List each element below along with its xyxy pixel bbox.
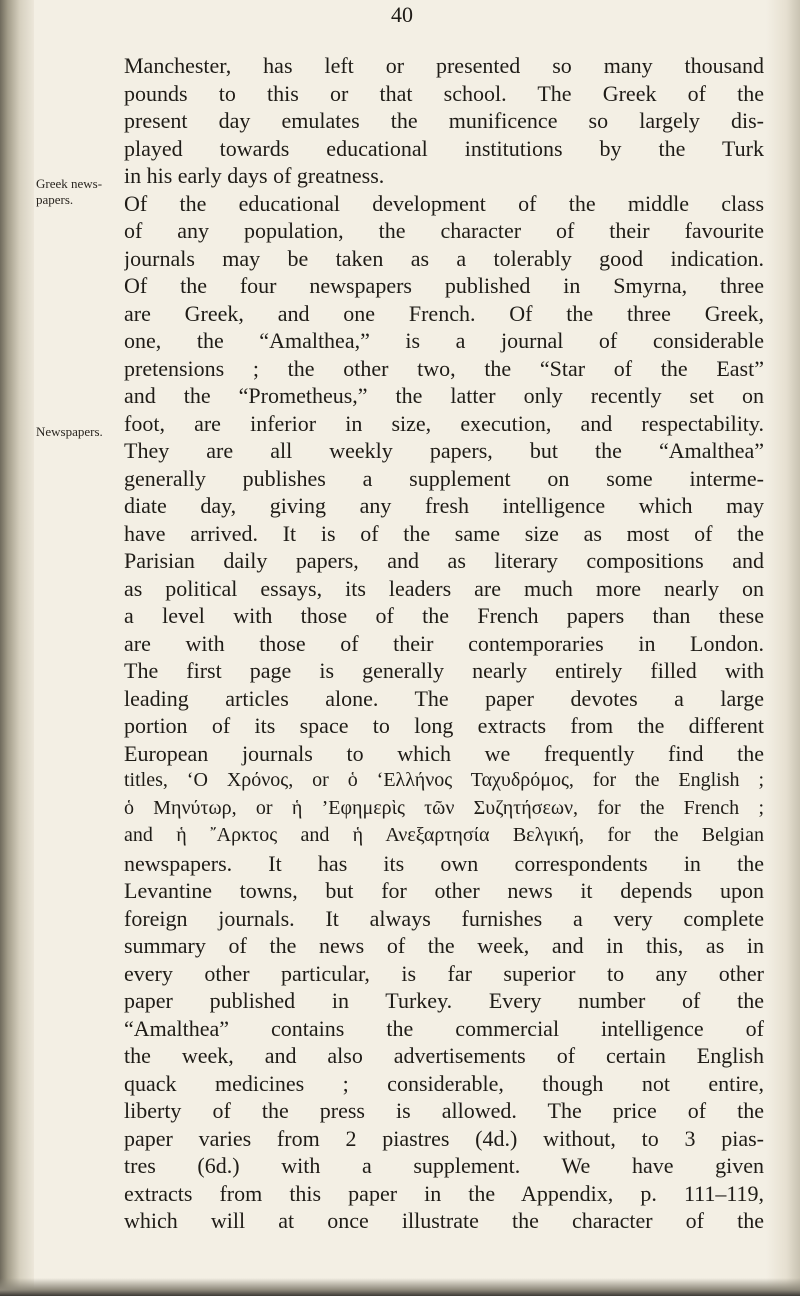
text-line: foreign journals. It always furnishes a very complete: [124, 905, 764, 931]
text-line: extracts from this paper in the Appendix, p. 111–119,: [124, 1180, 764, 1206]
text-line: newspapers. It has its own correspondents in the: [124, 850, 764, 876]
text-line: diate day, giving any fresh intelligence which may: [124, 493, 764, 518]
text-line: tres (6d.) with a supplement. We have given: [124, 1153, 764, 1178]
text-line: as political essays, its leaders are much more nearly on: [124, 575, 764, 601]
text-line: one, the “Amalthea,” is a journal of considerable: [124, 328, 764, 353]
text-line: played towards educational institutions by the Turk: [124, 135, 764, 161]
page-number: 40: [391, 2, 413, 27]
text-line: are with those of their contemporaries in London.: [124, 630, 764, 656]
text-line: summary of the news of the week, and in this, as in: [124, 933, 764, 958]
text-line: present day emulates the munificence so largely dis-: [124, 108, 764, 133]
text-line: portion of its space to long extracts from the different: [124, 713, 764, 738]
text-line: “Amalthea” contains the commercial intelligence of: [124, 1015, 764, 1041]
text-line: Of the four newspapers published in Smyrna, three: [124, 273, 764, 298]
text-line: paper published in Turkey. Every number of the: [124, 988, 764, 1013]
text-line: Manchester, has left or presented so many thousand: [124, 53, 764, 78]
text-line: pounds to this or that school. The Greek of the: [124, 80, 764, 106]
text-line: Of the educational development of the middle class: [124, 190, 764, 216]
text-line: foot, are inferior in size, execution, and respectability.: [124, 410, 764, 436]
page-right-edge: [766, 0, 800, 1296]
text-line: Levantine towns, but for other news it depends upon: [124, 878, 764, 903]
text-line: the week, and also advertisements of certain English: [124, 1043, 764, 1068]
text-line: generally publishes a supplement on some interme-: [124, 465, 764, 491]
margin-note-newspapers: Newspapers.: [36, 424, 103, 439]
text-line: quack medicines ; considerable, though not entire,: [124, 1070, 764, 1096]
text-line: are Greek, and one French. Of the three Greek,: [124, 300, 764, 326]
text-line-greek-titles: ὁ Μηνύτωρ, or ἡ ’Εφημερὶς τῶν Συζητήσεων, for the French ;: [124, 796, 764, 819]
text-line: Parisian daily papers, and as literary compositions and: [124, 548, 764, 573]
text-line: a level with those of the French papers than these: [124, 603, 764, 628]
text-line: The first page is generally nearly entirely filled with: [124, 658, 764, 683]
text-line: of any population, the character of their favourite: [124, 218, 764, 243]
text-line: journals may be taken as a tolerably good indication.: [124, 245, 764, 271]
text-line: paper varies from 2 piastres (4d.) without, to 3 pias-: [124, 1125, 764, 1151]
text-line: pretensions ; the other two, the “Star of the East”: [124, 355, 764, 381]
text-line: leading articles alone. The paper devotes a large: [124, 685, 764, 711]
text-line-greek-titles: and ἡ ῎Αρκτος and ἡ Ανεξαρτησία Βελγική, for the Belgian: [124, 824, 764, 846]
page-bottom-edge: [0, 1278, 800, 1296]
text-line: every other particular, is far superior to any other: [124, 960, 764, 986]
text-line: have arrived. It is of the same size as most of the: [124, 520, 764, 546]
text-line: They are all weekly papers, but the “Amalthea”: [124, 438, 764, 463]
text-line: which will at once illustrate the character of the: [124, 1208, 764, 1233]
margin-note-greek-newspapers: Greek news-papers.: [36, 176, 103, 207]
binding-gutter: [0, 0, 34, 1296]
text-line: liberty of the press is allowed. The price of the: [124, 1098, 764, 1123]
text-line: European journals to which we frequently find the: [124, 740, 764, 766]
text-line: and the “Prometheus,” the latter only recently set on: [124, 383, 764, 408]
text-line-greek-titles: titles, ‘Ο Χρόνος, or ὁ ‘Ελλήνος Ταχυδρόμος, for the English ;: [124, 769, 764, 791]
body-text: [124, 52, 764, 1235]
text-line: in his early days of greatness.: [124, 163, 385, 188]
